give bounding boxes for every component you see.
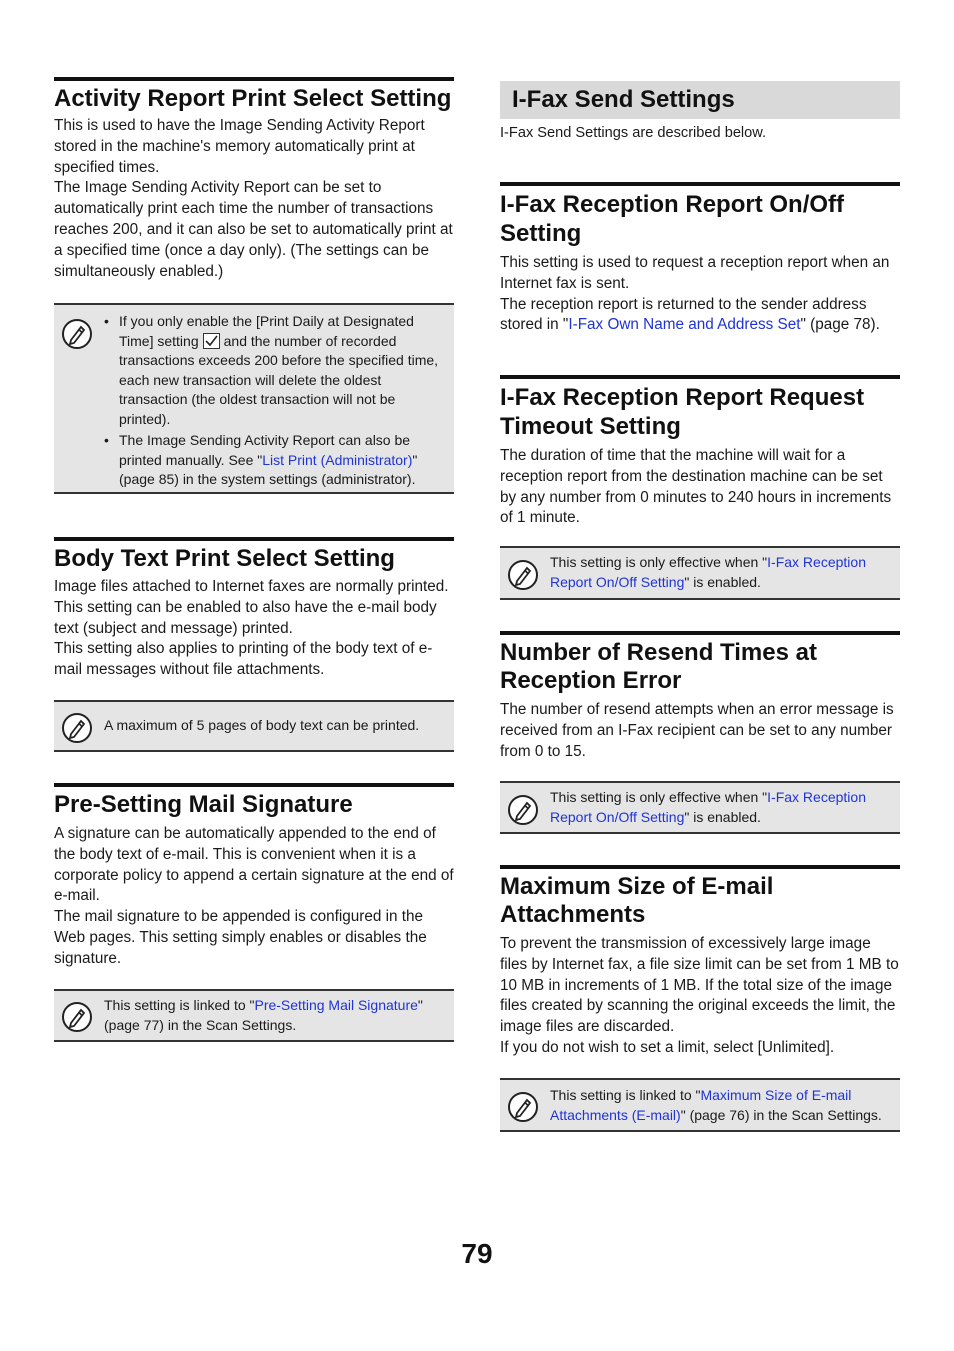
- note-bullet-text: and the number of recorded transactions exceeds 200 before the specified time, each new transaction will delete the oldest transaction (the oldest transaction will not be printed).: [119, 332, 439, 427]
- mail-signature-section: [54, 783, 454, 970]
- reception-report-onoff-section: [500, 182, 900, 336]
- pre-setting-mail-signature-link[interactable]: Pre-Setting Mail Signature: [254, 997, 418, 1013]
- activity-report-heading: Activity Report Print Select Setting: [54, 85, 452, 112]
- pencil-note-icon: [61, 318, 93, 350]
- ifax-send-settings-heading: I-Fax Send Settings: [512, 86, 735, 113]
- paragraph-text-part: " (page 78).: [800, 316, 880, 334]
- list-print-admin-link[interactable]: List Print (Administrator): [262, 451, 413, 468]
- max-size-section: [500, 865, 900, 1059]
- resend-section: [500, 631, 900, 762]
- max-size-note: [500, 1078, 900, 1132]
- timeout-note-text: [550, 553, 894, 592]
- activity-report-paragraph-1: This is used to have the Image Sending Activity Report stored in the machine's memory automatically print at specified times.: [54, 117, 425, 176]
- note-text-part: This setting is only effective when ": [550, 789, 768, 805]
- activity-report-note: [54, 303, 454, 494]
- ifax-send-settings-section: [500, 81, 900, 144]
- mail-signature-paragraph-2: The mail signature to be appended is configured in the Web pages. This setting simply enables or disables the signature.: [54, 908, 427, 967]
- timeout-section: [500, 375, 900, 529]
- pencil-note-icon: [507, 1091, 539, 1123]
- activity-report-paragraph-2: The Image Sending Activity Report can be set to automatically print each time the number of transactions reaches 200, and it can also be set to automatically print at a specified time (once a day only). (The settings can be simultaneously enabled.): [54, 179, 453, 280]
- mail-signature-note-text: [104, 996, 448, 1035]
- max-size-paragraph-2: If you do not wish to set a limit, select [Unlimited].: [500, 1038, 835, 1056]
- timeout-heading: I-Fax Reception Report Request Timeout Setting: [500, 384, 865, 440]
- note-text-part: This setting is linked to ": [550, 1087, 701, 1103]
- pencil-note-icon: [507, 794, 539, 826]
- note-text-part: This setting is linked to ": [104, 997, 255, 1013]
- pencil-note-icon: [507, 559, 539, 591]
- mail-signature-paragraph-1: A signature can be automatically appended to the end of the body text of e-mail. This is convenient when it is a corporate policy to append a certain signature at the end of e-mail.: [54, 825, 454, 905]
- note-text-part: " (page 76) in the Scan Settings.: [680, 1106, 882, 1123]
- body-text-paragraph-1: Image files attached to Internet faxes are normally printed. This setting can be enabled to also have the e-mail body text (subject and message) printed.: [54, 578, 449, 637]
- mail-signature-note: [54, 989, 454, 1042]
- max-size-note-text: [550, 1086, 894, 1125]
- pencil-note-icon: [61, 712, 93, 744]
- reception-report-onoff-paragraph-2: [500, 295, 900, 337]
- ifax-own-name-address-link[interactable]: I-Fax Own Name and Address Set: [568, 316, 801, 334]
- reception-report-onoff-heading: I-Fax Reception Report On/Off Setting: [500, 191, 845, 247]
- body-text-note: [54, 700, 454, 752]
- reception-report-onoff-link[interactable]: I-Fax Reception Report On/Off Setting: [550, 554, 866, 590]
- note-text-part: " is enabled.: [684, 573, 761, 590]
- ifax-send-settings-intro: I-Fax Send Settings are described below.: [500, 125, 767, 141]
- note-text-part: " is enabled.: [684, 808, 761, 825]
- note-bullet: [104, 312, 448, 429]
- ifax-send-settings-band: [500, 81, 900, 119]
- body-text-section: [54, 537, 454, 681]
- note-text-part: " (page 77) in the Scan Settings.: [104, 997, 423, 1033]
- max-size-paragraph-1: To prevent the transmission of excessively large image files by Internet fax, a file size limit can be set from 1 MB to 10 MB in increments of 1 MB. If the total size of the image files created by scanning the original exceeds the limit, the image files are discarded.: [500, 935, 899, 1036]
- max-size-email-attachments-link[interactable]: Maximum Size of E-mail Attachments (E-mail): [550, 1087, 852, 1123]
- pencil-note-icon: [61, 1001, 93, 1033]
- resend-paragraph: The number of resend attempts when an error message is received from an I-Fax recipient can be set to any number from 0 to 15.: [500, 701, 894, 760]
- activity-report-section: [54, 77, 454, 282]
- activity-report-note-text: [104, 312, 448, 490]
- resend-note: [500, 781, 900, 834]
- note-text-part: This setting is only effective when ": [550, 554, 768, 570]
- timeout-note: [500, 546, 900, 600]
- body-text-note-text: A maximum of 5 pages of body text can be printed.: [104, 717, 420, 733]
- timeout-paragraph: The duration of time that the machine will wait for a reception report from the destination machine can be set by any number from 0 minutes to 240 hours in increments of 1 minute.: [500, 447, 892, 527]
- note-bullet-text: The Image Sending Activity Report can also be printed manually. See ": [119, 432, 411, 468]
- body-text-heading: Body Text Print Select Setting: [54, 545, 395, 572]
- resend-note-text: [550, 788, 894, 827]
- body-text-paragraph-2: This setting also applies to printing of the body text of e-mail messages without file attachments.: [54, 640, 433, 679]
- note-bullet-text: " (page 85) in the system settings (administrator).: [119, 451, 418, 487]
- paragraph-text-part: The reception report is returned to the sender address stored in ": [500, 295, 867, 334]
- resend-heading: Number of Resend Times at Reception Error: [500, 639, 817, 694]
- note-bullet: [104, 431, 448, 490]
- reception-report-onoff-paragraph-1: This setting is used to request a reception report when an Internet fax is sent.: [500, 254, 890, 292]
- reception-report-onoff-link[interactable]: I-Fax Reception Report On/Off Setting: [550, 789, 866, 825]
- mail-signature-heading: Pre-Setting Mail Signature: [54, 791, 353, 818]
- note-bullet-text: If you only enable the [Print Daily at Designated Time] setting: [119, 313, 414, 349]
- max-size-heading: Maximum Size of E-mail Attachments: [500, 873, 774, 928]
- page-number: 79: [461, 1238, 493, 1269]
- checkbox-checked-icon: [203, 333, 220, 349]
